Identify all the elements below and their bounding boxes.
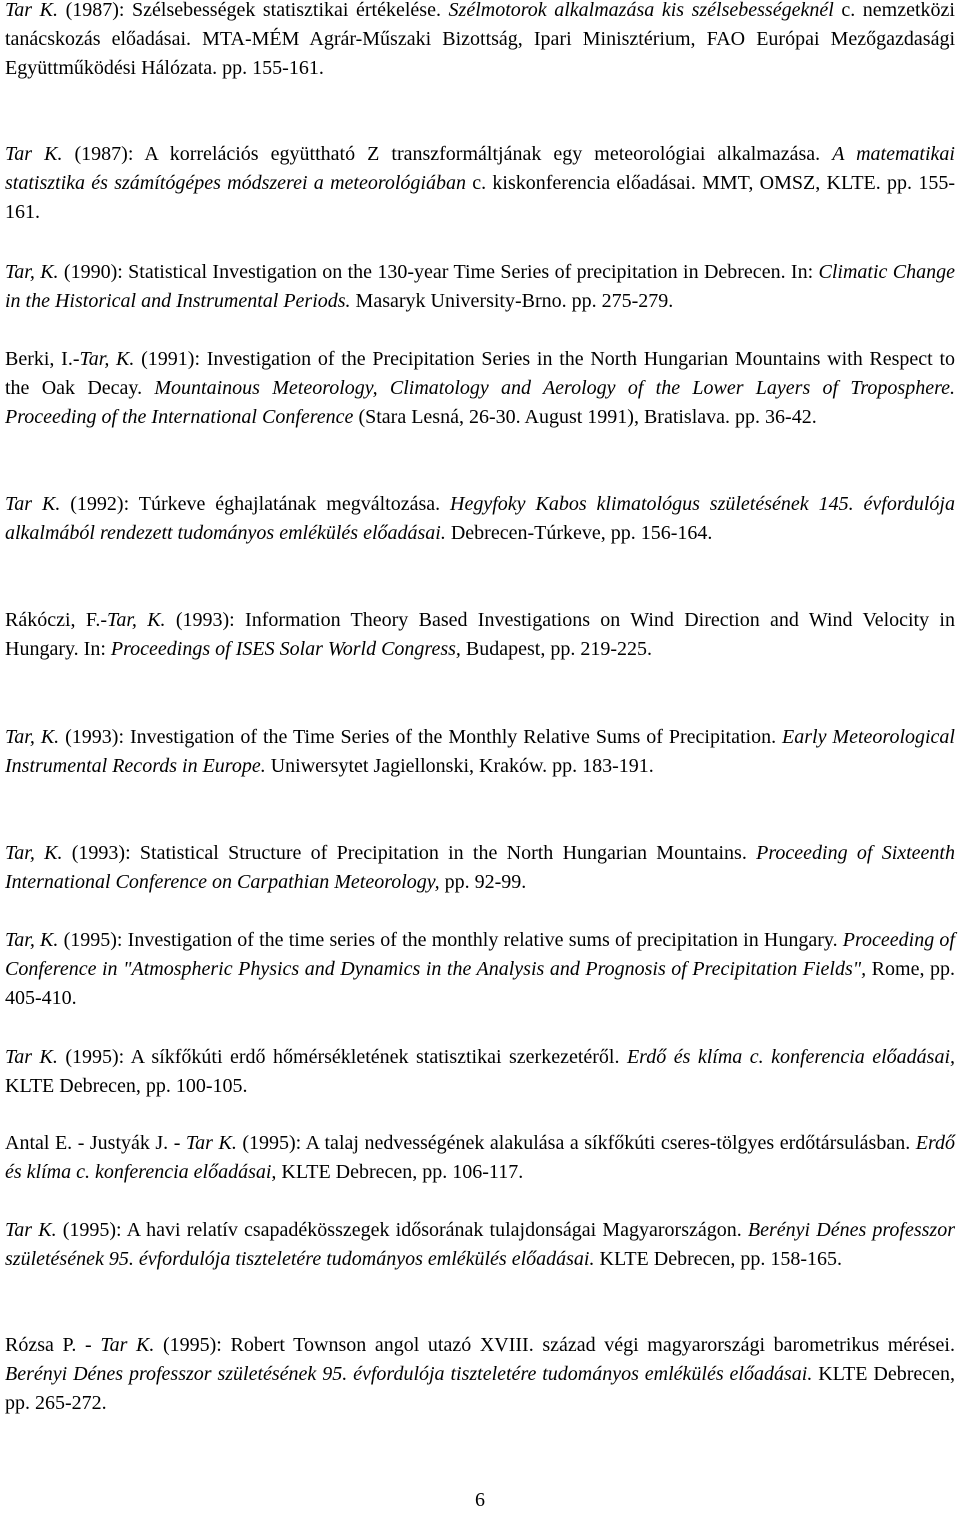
reference-entry	[5, 1129, 955, 1187]
reference-italic-segment: Tar, K.	[79, 348, 135, 370]
reference-entry	[5, 723, 955, 781]
reference-text-segment: Uniwersytet Jagiellonski, Kraków. pp. 183-191.	[265, 755, 654, 777]
reference-text-segment: c. nemzetközi tanácskozás előadásai. MTA-MÉM Agrár-Műszaki Bizottság, Ipari Minisztérium, FAO Európai Mezőgazdasági Együttműködési Hálózata. pp. 155-161.	[5, 0, 955, 79]
reference-text-segment: (1990): Statistical Investigation on the 130-year Time Series of precipitation in Debrecen. In:	[58, 261, 819, 283]
reference-text-segment: (1991): Investigation of the Precipitation Series in the North Hungarian Mountains with Respect to the Oak Decay.	[5, 348, 955, 399]
reference-italic-segment: Hegyfoky Kabos klimatológus születésének 145. évfordulója alkalmából rendezett tudományos emlékülés előadásai.	[5, 493, 955, 544]
reference-text-segment: Masaryk University-Brno. pp. 275-279.	[350, 290, 674, 312]
reference-text-segment: Budapest, pp. 219-225.	[460, 638, 652, 660]
reference-entry	[5, 1331, 955, 1418]
reference-italic-segment: Berényi Dénes professzor születésének 95. évfordulója tiszteletére tudományos emlékülés előadásai.	[5, 1219, 955, 1270]
reference-italic-segment: Tar K.	[5, 493, 61, 515]
reference-entry	[5, 140, 955, 227]
reference-text-segment: (1992): Túrkeve éghajlatának megváltozása.	[60, 493, 451, 515]
reference-entry	[5, 1043, 955, 1101]
reference-text-segment: (Stara Lesná, 26-30. August 1991), Bratislava. pp. 36-42.	[353, 406, 817, 428]
reference-text-segment: (1995): A síkfőkúti erdő hőmérsékletének statisztikai szerkezetéről.	[57, 1046, 627, 1068]
reference-entry	[5, 0, 955, 83]
reference-entry	[5, 258, 955, 316]
reference-italic-segment: Szélmotorok alkalmazása kis szélsebességeknél	[448, 0, 834, 21]
reference-text-segment: Rákóczi, F.-	[5, 609, 108, 631]
reference-entry	[5, 606, 955, 664]
reference-entry	[5, 345, 955, 432]
reference-text-segment: (1995): Investigation of the time series of the monthly relative sums of precipitation in Hungary.	[58, 929, 843, 951]
reference-text-segment: (1987): A korrelációs együttható Z transzformáltjának egy meteorológiai alkalmazása.	[62, 143, 833, 165]
reference-italic-segment: Tar K.	[5, 1219, 57, 1241]
reference-text-segment: Rome, pp. 405-410.	[5, 958, 955, 1009]
reference-italic-segment: Tar K.	[100, 1334, 155, 1356]
reference-text-segment: KLTE Debrecen, pp. 106-117.	[276, 1161, 524, 1183]
reference-text-segment: (1995): A havi relatív csapadékösszegek idősorának tulajdonságai Magyarországon.	[56, 1219, 748, 1241]
reference-text-segment: (1993): Information Theory Based Investigations on Wind Direction and Wind Velocity in Hungary. In:	[5, 609, 955, 660]
page-number: 6	[475, 1489, 485, 1511]
reference-text-segment: Antal E. - Justyák J. -	[5, 1132, 186, 1154]
reference-italic-segment: Proceeding of Sixteenth International Conference on Carpathian Meteorology,	[5, 842, 955, 893]
reference-text-segment: (1993): Statistical Structure of Precipitation in the North Hungarian Mountains.	[62, 842, 757, 864]
reference-text-segment: KLTE Debrecen, pp. 158-165.	[594, 1248, 843, 1270]
reference-italic-segment: Proceedings of ISES Solar World Congress,	[110, 638, 461, 660]
reference-italic-segment: Mountainous Meteorology, Climatology and Aerology of the Lower Layers of Troposphere. Proceeding of the International Conference	[5, 377, 955, 428]
reference-text-segment: (1993): Investigation of the Time Series of the Monthly Relative Sums of Precipitation.	[59, 726, 783, 748]
reference-text-segment: Rózsa P. -	[5, 1334, 101, 1356]
reference-text-segment: Debrecen-Túrkeve, pp. 156-164.	[445, 522, 713, 544]
reference-entry	[5, 926, 955, 1013]
reference-italic-segment: Erdő és klíma c. konferencia előadásai,	[626, 1046, 955, 1068]
reference-italic-segment: Tar, K.	[5, 929, 59, 951]
reference-text-segment: Berki, I.-	[5, 348, 80, 370]
reference-italic-segment: Tar, K.	[5, 842, 63, 864]
reference-entry	[5, 490, 955, 548]
reference-italic-segment: Tar K.	[185, 1132, 237, 1154]
reference-italic-segment: Tar K.	[5, 1046, 58, 1068]
reference-italic-segment: Erdő és klíma c. konferencia előadásai,	[5, 1132, 955, 1183]
reference-entry	[5, 1216, 955, 1274]
reference-italic-segment: Berényi Dénes professzor születésének 95. évfordulója tiszteletére tudományos emlékülés előadásai.	[5, 1363, 813, 1385]
reference-italic-segment: Tar, K.	[5, 261, 59, 283]
reference-italic-segment: Tar, K.	[107, 609, 166, 631]
reference-entry	[5, 839, 955, 897]
reference-text-segment: KLTE Debrecen, pp. 100-105.	[5, 1075, 248, 1097]
reference-text-segment: (1995): A talaj nedvességének alakulása a síkfőkúti cseres-tölgyes erdőtársulásban.	[236, 1132, 916, 1154]
reference-text-segment: (1987): Szélsebességek statisztikai értékelése.	[58, 0, 449, 21]
reference-italic-segment: Climatic Change in the Historical and Instrumental Periods.	[5, 261, 955, 312]
reference-text-segment: pp. 92-99.	[439, 871, 527, 893]
reference-italic-segment: A matematikai statisztika és számítógépes módszerei a meteorológiában	[5, 143, 955, 194]
reference-text-segment: KLTE Debrecen, pp. 265-272.	[5, 1363, 955, 1414]
reference-italic-segment: Tar K.	[5, 0, 58, 21]
reference-italic-segment: Tar K.	[5, 143, 63, 165]
reference-italic-segment: Tar, K.	[5, 726, 60, 748]
reference-italic-segment: Proceeding of Conference in "Atmospheric Physics and Dynamics in the Analysis and Prognosis of Precipitation Fields",	[5, 929, 955, 980]
reference-italic-segment: Early Meteorological Instrumental Records in Europe.	[5, 726, 955, 777]
reference-text-segment: (1995): Robert Townson angol utazó XVIII. század végi magyarországi barometrikus mérései.	[154, 1334, 955, 1356]
reference-text-segment: c. kiskonferencia előadásai. MMT, OMSZ, KLTE. pp. 155-161.	[5, 172, 955, 223]
